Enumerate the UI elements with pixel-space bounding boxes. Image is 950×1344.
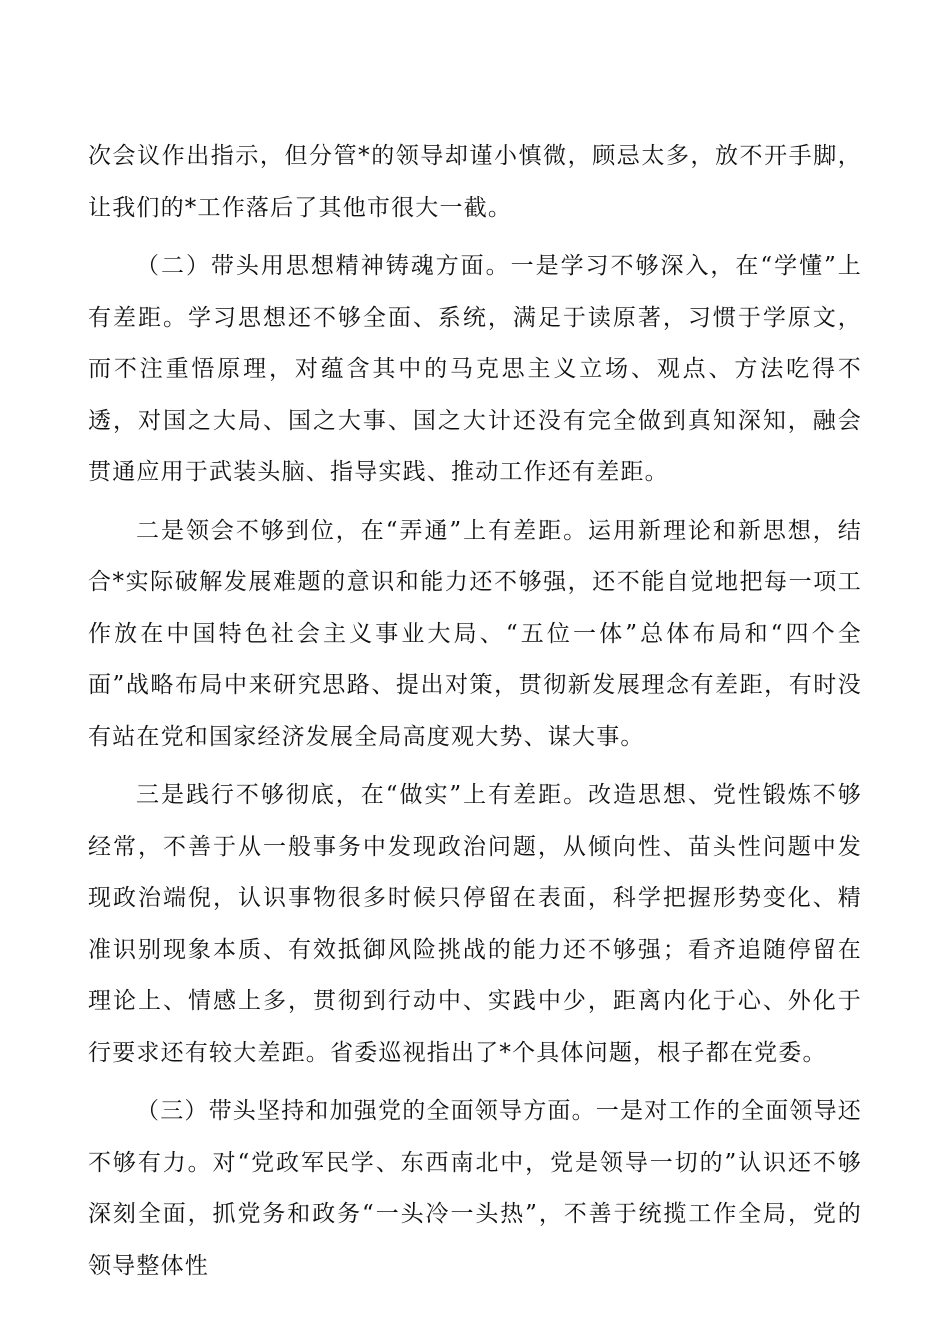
paragraph-section-2-point-3: 三是践行不够彻底，在“做实”上有差距。改造思想、党性锻炼不够经常，不善于从一般事务中发现政治问题，从倾向性、苗头性问题中发现政治端倪，认识事物很多时候只停留在表面，科学把握形势变化、精准识别现象本质、有效抵御风险挑战的能力还不够强；看齐追随停留在理论上、情感上多，贯彻到行动中、实践中少，距离内化于心、外化于行要求还有较大差距。省委巡视指出了*个具体问题，根子都在党委。 [88, 782, 862, 1066]
paragraph-continuation: 次会议作出指示，但分管*的领导却谨小慎微，顾忌太多，放不开手脚，让我们的*工作落后了其他市很大一截。 [88, 143, 862, 221]
paragraph-section-3-point-1: （三）带头坚持和加强党的全面领导方面。一是对工作的全面领导还不够有力。对“党政军民学、东西南北中，党是领导一切的”认识还不够深刻全面，抓党务和政务“一头冷一头热”，不善于统揽工作全局，党的领导整体性 [88, 1098, 862, 1279]
document-body [88, 131, 862, 1299]
paragraph-section-2-point-2: 二是领会不够到位，在“弄通”上有差距。运用新理论和新思想，结合*实际破解发展难题的意识和能力还不够强，还不能自觉地把每一项工作放在中国特色社会主义事业大局、“五位一体”总体布局和“四个全面”战略布局中来研究思路、提出对策，贯彻新发展理念有差距，有时没有站在党和国家经济发展全局高度观大势、谋大事。 [88, 517, 862, 750]
paragraph-section-2-point-1: （二）带头用思想精神铸魂方面。一是学习不够深入，在“学懂”上有差距。学习思想还不够全面、系统，满足于读原著，习惯于学原文，而不注重悟原理，对蕴含其中的马克思主义立场、观点、方法吃得不透，对国之大局、国之大事、国之大计还没有完全做到真知深知，融会贯通应用于武装头脑、指导实践、推动工作还有差距。 [88, 253, 862, 485]
